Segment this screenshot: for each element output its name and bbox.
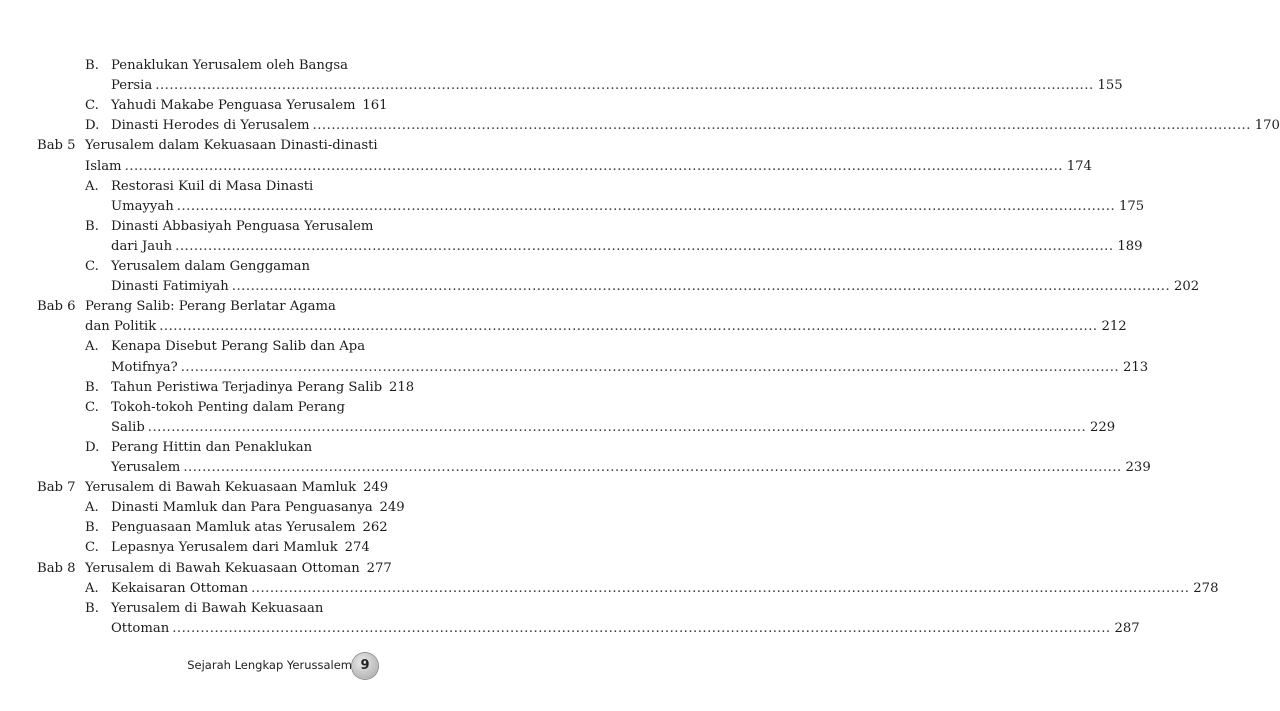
section-entry [111,96,388,116]
toc-row [0,177,400,197]
toc-row [0,257,400,277]
section-title: Kekaisaran Ottoman [111,580,249,596]
section-title: Dinasti Fatimiyah [111,279,229,295]
page-reference: 287 [1114,620,1140,636]
section-title: Kenapa Disebut Perang Salib dan Apa [111,339,366,355]
page-reference: 161 [362,98,388,114]
page-reference: 218 [389,379,415,395]
page-reference: 189 [1117,238,1143,254]
section-title: Yahudi Makabe Penguasa Yerusalem [111,98,356,114]
section-marker: C. [85,540,99,556]
page-number-badge: 9 [352,653,378,679]
section-entry [111,217,374,237]
section-entry [111,358,1149,378]
page-reference: 229 [1090,419,1116,435]
chapter-entry [85,297,364,317]
section-title: Motifnya? [111,359,178,375]
page-reference: 249 [379,500,405,516]
toc-row [0,76,1123,96]
toc-row [0,398,400,418]
section-entry [111,458,1151,478]
section-title: Ottoman [111,620,170,636]
section-entry [111,337,364,357]
section-entry [111,197,1145,217]
section-title: Dinasti Herodes di Yerusalem [111,118,310,134]
chapter-title: Yerusalem di Bawah Kekuasaan Ottoman [85,560,360,576]
toc-row [0,237,1143,257]
section-entry [111,56,364,76]
section-marker: B. [85,379,99,395]
section-entry [111,177,364,197]
section-marker: B. [85,218,99,234]
section-marker: A. [85,339,99,355]
toc-row [0,317,1127,337]
section-marker: D. [85,118,100,134]
toc-row [0,538,400,558]
chapter-number: Bab 8 [37,560,76,576]
section-title: Dinasti Abbasiyah Penguasa Yerusalem [111,218,374,234]
page-reference: 212 [1101,319,1127,335]
section-entry [111,438,364,458]
section-entry [111,277,1200,297]
section-title: Salib [111,419,145,435]
page-reference: 277 [366,560,392,576]
chapter-entry [85,157,1092,177]
section-marker: C. [85,98,99,114]
toc-row [0,197,1145,217]
chapter-title: Perang Salib: Perang Berlatar Agama [85,299,336,315]
section-title: Yerusalem dalam Genggaman [111,259,311,274]
section-title: Tahun Peristiwa Terjadinya Perang Salib [111,379,383,395]
section-marker: C. [85,399,99,415]
toc-row [0,217,400,237]
chapter-title: dan Politik [85,319,157,335]
section-title: Yerusalem [111,460,181,475]
toc-row [0,96,400,116]
toc-row [0,337,400,357]
dot-leader: ........................................................................................................................................................................................................ [155,78,1094,94]
toc-row [0,579,1219,599]
toc-row [0,116,1280,136]
section-marker: B. [85,58,99,73]
page-footer [0,651,400,683]
dot-leader: ........................................................................................................................................................................................................ [180,359,1120,375]
toc-row [0,518,400,538]
dot-leader: ........................................................................................................................................................................................................ [159,319,1098,335]
dot-leader: ........................................................................................................................................................................................................ [176,198,1116,214]
toc-row [0,157,1092,177]
toc-row [0,438,400,458]
chapter-number: Bab 5 [37,138,76,154]
section-marker: B. [85,600,99,616]
section-title: Penguasaan Mamluk atas Yerusalem [111,520,356,536]
toc-row [0,478,400,498]
toc-row [0,136,400,156]
page-reference: 202 [1174,279,1200,295]
chapter-title: Yerusalem dalam Kekuasaan Dinasti-dinasti [85,138,378,154]
section-title: Tokoh-tokoh Penting dalam Perang [111,399,345,415]
page-reference: 239 [1125,460,1151,475]
chapter-number: Bab 7 [37,480,76,496]
chapter-entry [85,136,378,156]
section-marker: A. [85,580,99,596]
section-title: Dinasti Mamluk dan Para Penguasanya [111,500,373,516]
dot-leader: ........................................................................................................................................................................................................ [175,238,1114,254]
toc-row [0,277,1200,297]
page-reference: 174 [1066,158,1092,174]
section-entry [111,599,364,619]
page-reference: 249 [362,480,389,496]
chapter-title: Islam [85,158,122,174]
toc-row [0,458,1151,478]
page-reference: 170 [1254,118,1280,134]
toc-row [0,599,400,619]
section-entry [111,498,405,518]
dot-leader: ........................................................................................................................................................................................................ [147,419,1087,435]
section-entry [111,378,415,398]
section-title: Penaklukan Yerusalem oleh Bangsa [111,58,348,73]
toc-row [0,418,1116,438]
chapter-number: Bab 6 [37,299,76,315]
section-marker: B. [85,520,99,536]
toc-row [0,559,400,579]
dot-leader: ........................................................................................................................................................................................................ [231,279,1171,295]
section-entry [111,76,1123,96]
section-entry [111,518,388,538]
dot-leader: ........................................................................................................................................................................................................ [251,580,1190,596]
section-title: Lepasnya Yerusalem dari Mamluk [111,540,338,556]
section-entry [111,257,364,277]
section-marker: C. [85,259,99,274]
book-title: Sejarah Lengkap Yerussalem [187,658,352,672]
dot-leader: ........................................................................................................................................................................................................ [172,620,1111,636]
section-marker: A. [85,178,99,194]
section-title: Yerusalem di Bawah Kekuasaan [111,600,324,616]
section-entry [111,237,1143,257]
dot-leader: ........................................................................................................................................................................................................ [124,158,1063,174]
section-entry [111,579,1219,599]
section-marker: D. [85,439,100,455]
toc-row [0,358,1149,378]
toc-row [0,619,1140,639]
chapter-entry [85,478,389,498]
section-entry [111,116,1280,136]
section-marker: A. [85,500,99,516]
toc-row [0,498,405,518]
toc-row [0,56,400,76]
section-entry [111,538,370,558]
section-title: dari Jauh [111,238,173,254]
toc-row [0,378,415,398]
toc-row [0,297,400,317]
dot-leader: ........................................................................................................................................................................................................ [312,118,1251,134]
dot-leader: ........................................................................................................................................................................................................ [183,460,1122,475]
page-reference: 155 [1097,78,1123,94]
page-reference: 175 [1118,198,1145,214]
chapter-entry [85,559,392,579]
section-entry [111,418,1116,438]
page-reference: 213 [1122,359,1149,375]
page-reference: 262 [362,520,388,536]
section-entry [111,398,364,418]
chapter-title: Yerusalem di Bawah Kekuasaan Mamluk [85,480,357,496]
page-reference: 278 [1193,580,1219,596]
section-title: Umayyah [111,198,174,214]
section-title: Persia [111,78,153,94]
section-title: Restorasi Kuil di Masa Dinasti [111,178,314,194]
chapter-entry [85,317,1127,337]
page-reference: 274 [344,540,370,556]
section-entry [111,619,1140,639]
section-title: Perang Hittin dan Penaklukan [111,439,313,455]
